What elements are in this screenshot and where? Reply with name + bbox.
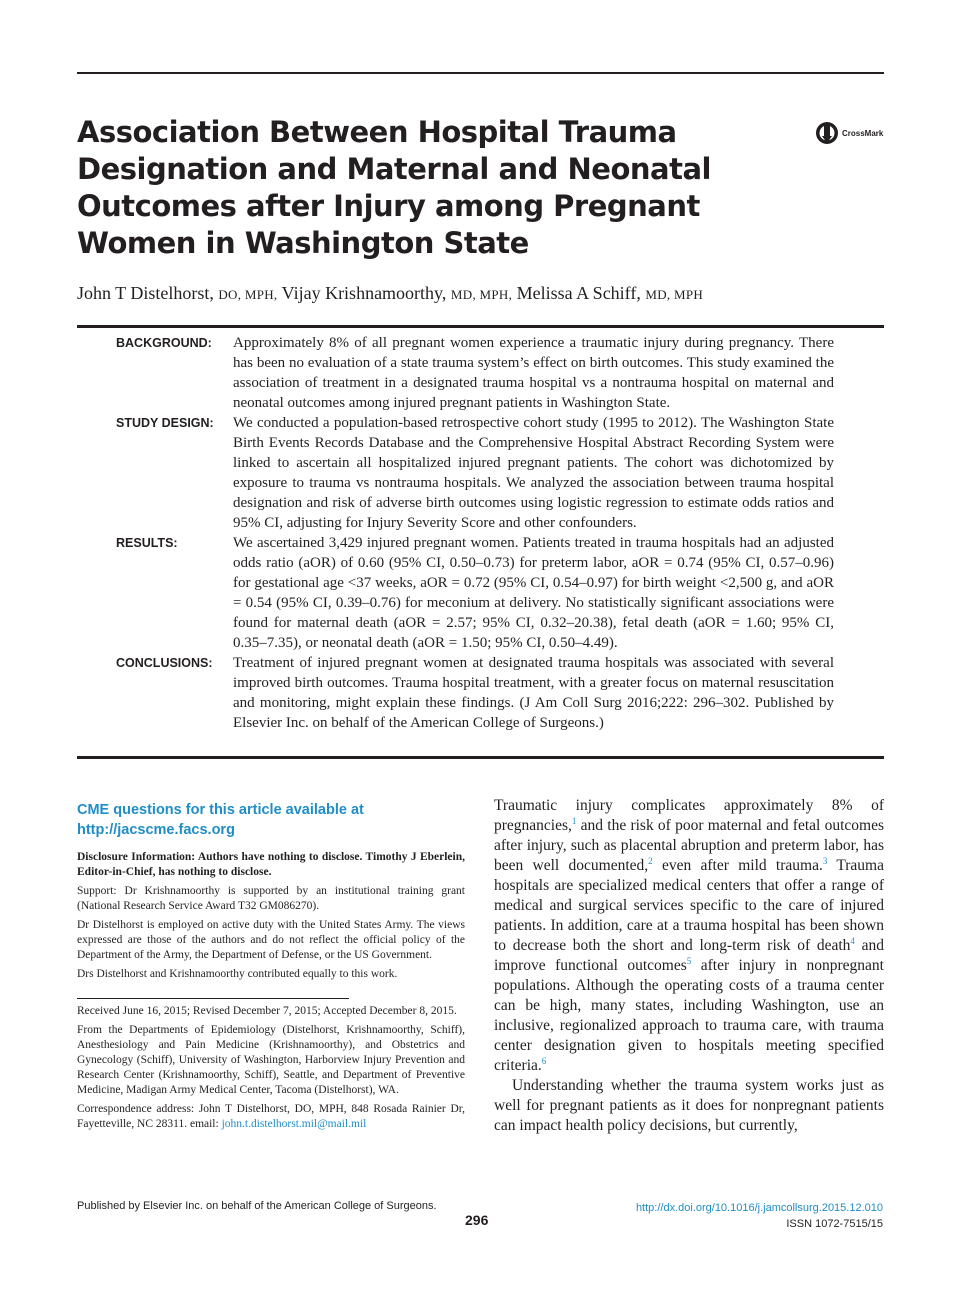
article-title: Association Between Hospital Trauma Designation and Maternal and Neonatal Outcomes after Injury among Pregnant Women in Washington State — [77, 115, 711, 260]
abstract-top-rule — [77, 325, 884, 328]
top-rule — [77, 72, 884, 74]
crossmark-icon — [815, 121, 839, 145]
body-text-run: and improve functional outcomes — [494, 937, 884, 974]
abstract-text: Treatment of injured pregnant women at designated trauma hospitals was associated with several improved birth outcomes. Trauma hospital treatment, with a greater focus on maternal resuscitation and monitoring, might explain these findings. (J Am Coll Surg 2016;222: 296–302. Published by Elsevier Inc. on behalf of the American College of Surgeons.) — [233, 655, 834, 731]
author-degree: MD, MPH, — [450, 287, 513, 302]
body-text-run: Traumatic injury complicates approximately 8% of pregnancies, — [494, 797, 884, 834]
abstract-bottom-rule — [77, 756, 884, 759]
author-name: Vijay Krishnamoorthy, — [281, 283, 447, 303]
sidebar-affiliations — [77, 1004, 465, 1136]
body-paragraph — [494, 796, 884, 1076]
cme-line: CME questions for this article available at — [77, 802, 364, 818]
disclosure-note: Disclosure Information: Authors have nothing to disclose. Timothy J Eberlein, Editor-in-Chief, has nothing to disclose. — [77, 851, 465, 878]
cme-notice — [77, 800, 467, 840]
body-text — [494, 796, 884, 1136]
doi-link[interactable]: http://dx.doi.org/10.1016/j.jamcollsurg.2015.12.010 — [635, 1202, 883, 1214]
body-text-run: after injury in nonpregnant populations. Although the operating costs of a trauma center can be high, many states, including Washington, use an inclusive, regionalized approach to trauma care, with trauma center designation given to hospitals meeting specified criteria. — [494, 957, 884, 1074]
crossmark-badge[interactable] — [815, 121, 883, 145]
footer-identifiers — [636, 1200, 883, 1232]
email-link[interactable]: john.t.distelhorst.mil@mail.mil — [221, 1118, 367, 1130]
correspondence-text: Correspondence address: John T Distelhorst, DO, MPH, 848 Rosada Rainier Dr, Fayetteville, NC 28311. email: — [77, 1103, 465, 1130]
reference-link[interactable]: 2 — [648, 855, 653, 866]
author-list — [77, 283, 703, 304]
body-text-run: and the risk of poor maternal and fetal outcomes after injury, such as placental abruption and preterm labor, has been well documented, — [494, 817, 884, 874]
reference-link[interactable]: 3 — [822, 855, 828, 866]
abstract-label: STUDY DESIGN: — [116, 416, 214, 430]
reference-link[interactable]: 6 — [541, 1055, 547, 1066]
reference-link[interactable]: 4 — [850, 935, 855, 946]
abstract-text: We conducted a population-based retrospective cohort study (1995 to 2012). The Washington State Birth Events Records Database and the Comprehensive Hospital Abstract Recording System were linked to ascertain all hospitalized injured pregnant patients. The cohort was dichotomized by exposure to trauma vs nontrauma hospitals. We analyzed the association between trauma hospital designation and risk of adverse birth outcomes using logistic regression to estimate odds ratios and 95% CI, adjusting for Injury Severity Score and other confounders. — [233, 415, 834, 531]
body-text-run: Trauma hospitals are specialized medical centers that offer a range of medical and surgical services specific to the care of injured patients. In addition, care at a trauma hospital has been shown to decrease both the short and long-term risk of death — [494, 857, 884, 954]
author-degree: DO, MPH, — [218, 287, 278, 302]
abstract-label: CONCLUSIONS: — [116, 656, 213, 670]
author-name: John T Distelhorst, — [77, 283, 214, 303]
sidebar-notes — [77, 850, 465, 986]
abstract-text: We ascertained 3,429 injured pregnant women. Patients treated in trauma hospitals had an adjusted odds ratio (aOR) of 0.60 (95% CI, 0.50–0.73) for preterm labor, aOR = 0.74 (95% CI, 0.57–0.96) for gestational age <37 weeks, aOR = 0.72 (95% CI, 0.54–0.97) for birth weight <2,500 g, and aOR = 0.54 (95% CI, 0.39–0.76) for meconium at delivery. No statistically significant associations were found for maternal death (aOR = 2.57; 95% CI, 0.32–20.38), fetal death (aOR = 1.60; 95% CI, 0.35–7.35), or neonatal death (aOR = 1.50; 95% CI, 0.50–4.49). — [233, 535, 834, 651]
author-name: Melissa A Schiff, — [516, 283, 641, 303]
received-dates: Received June 16, 2015; Revised December 7, 2015; Accepted December 8, 2015. — [77, 1005, 457, 1017]
author-degree: MD, MPH — [645, 287, 704, 302]
body-text-run: even after mild trauma. — [652, 857, 823, 874]
correspondence — [77, 1102, 465, 1132]
footer-publisher: Published by Elsevier Inc. on behalf of the American College of Surgeons. — [77, 1200, 437, 1212]
affiliations: From the Departments of Epidemiology (Distelhorst, Krishnamoorthy, Schiff), Anesthesiology and Pain Medicine (Krishnamoorthy), and Obstetrics and Gynecology (Schiff), University of Washington, Harborview Injury Prevention and Research Center (Krishnamoorthy, Schiff), Seattle, and Department of Preventive Medicine, Madigan Army Medical Center, Tacoma (Distelhorst), WA. — [77, 1024, 465, 1096]
crossmark-label: CrossMark — [842, 128, 884, 138]
body-paragraph: Understanding whether the trauma system works just as well for pregnant patients as it does for nonpregnant patients can impact health policy decisions, but currently, — [494, 1077, 884, 1134]
reference-link[interactable]: 1 — [571, 815, 577, 826]
reference-link[interactable]: 5 — [686, 955, 692, 966]
duty-note: Dr Distelhorst is employed on active duty with the United States Army. The views expressed are those of the authors and do not reflect the official policy of the Department of the Army, the Department of Defense, or the US Government. — [77, 919, 465, 961]
sidebar-divider — [77, 998, 349, 999]
page-number: 296 — [465, 1212, 489, 1228]
cme-link[interactable]: http://jacscme.facs.org — [77, 822, 235, 838]
issn: ISSN 1072-7515/15 — [786, 1218, 883, 1230]
abstract-label: RESULTS: — [116, 536, 178, 550]
support-note: Support: Dr Krishnamoorthy is supported by an institutional training grant (National Research Service Award T32 GM086270). — [77, 885, 465, 912]
abstract-text: Approximately 8% of all pregnant women experience a traumatic injury during pregnancy. There has been no evaluation of a state trauma system’s effect on birth outcomes. This study examined the association of treatment in a designated trauma hospital vs a nontrauma hospital on maternal and neonatal outcomes among injured pregnant patients in Washington State. — [233, 335, 834, 411]
equal-contribution-note: Drs Distelhorst and Krishnamoorthy contributed equally to this work. — [77, 968, 398, 980]
abstract-label: BACKGROUND: — [116, 336, 212, 350]
